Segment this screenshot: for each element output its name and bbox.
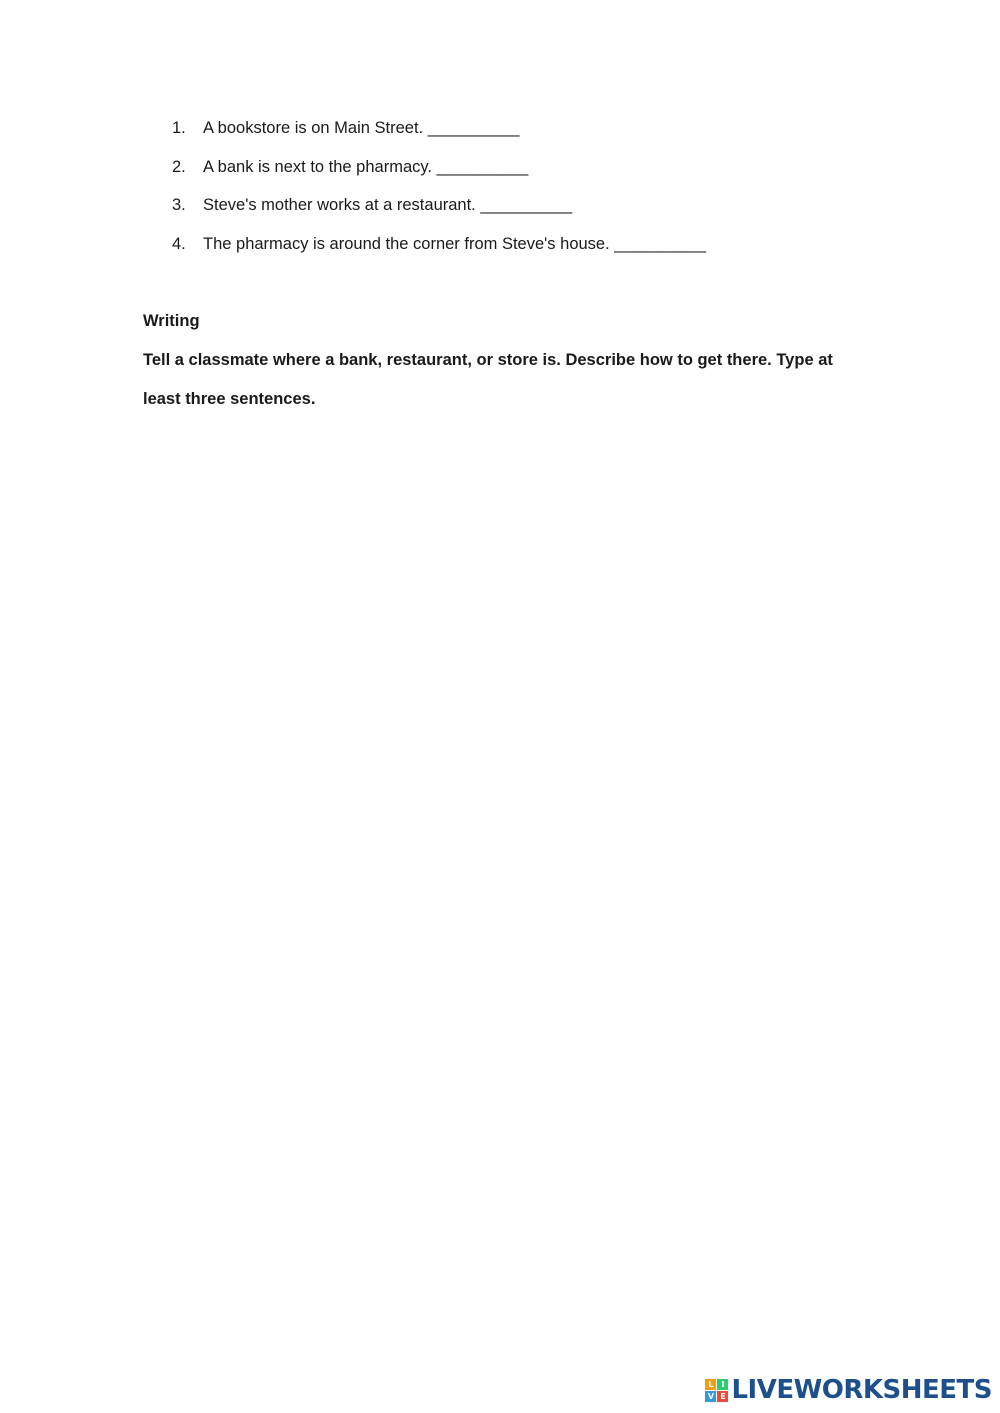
liveworksheets-logo	[705, 1373, 992, 1407]
question-text: A bank is next to the pharmacy. __________	[203, 158, 529, 176]
logo-mark-icon	[705, 1379, 728, 1402]
question-text: The pharmacy is around the corner from Steve's house. __________	[203, 235, 707, 253]
logo-mark-letter: E	[717, 1391, 728, 1402]
question-number: 3.	[172, 196, 186, 214]
question-number: 4.	[172, 235, 186, 253]
logo-mark-letter: L	[705, 1379, 716, 1390]
writing-section-title: Writing	[143, 312, 200, 330]
question-2	[172, 157, 528, 177]
question-number: 2.	[172, 158, 186, 176]
question-3	[172, 195, 572, 215]
logo-text: LIVEWORKSHEETS	[731, 1375, 992, 1405]
question-1	[172, 118, 519, 138]
question-text: Steve's mother works at a restaurant. __________	[203, 196, 573, 214]
logo-mark-letter: V	[705, 1391, 716, 1402]
question-text: A bookstore is on Main Street. __________	[203, 119, 520, 137]
question-4	[172, 234, 706, 254]
question-number: 1.	[172, 119, 186, 137]
writing-instructions: Tell a classmate where a bank, restaurant, or store is. Describe how to get there. Type at least three sentences.	[143, 351, 833, 408]
logo-mark-letter: I	[717, 1379, 728, 1390]
